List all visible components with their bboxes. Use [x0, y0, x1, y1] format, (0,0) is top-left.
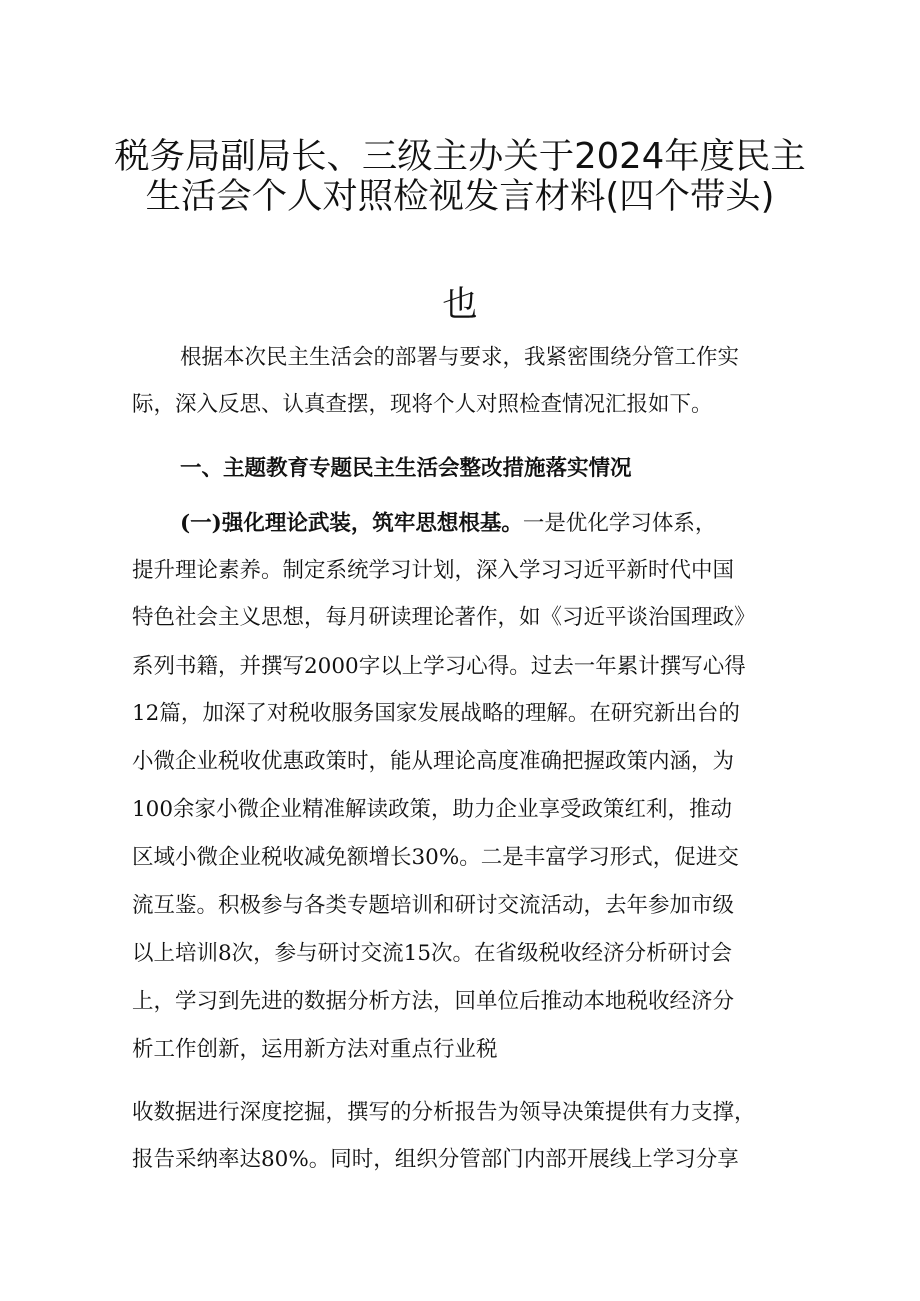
document-title-line-2: 生活会个人对照检视发言材料(四个带头): [145, 176, 775, 217]
body-line-11: 析工作创新，运用新方法对重点行业税: [132, 1037, 498, 1062]
body-line-2: 特色社会主义思想，每月研读理论著作，如《习近平谈治国理政》: [132, 605, 756, 630]
subsection-heading: (一)强化理论武装，筑牢思想根基。: [180, 511, 523, 536]
body-line-1: 提升理论素养。制定系统学习计划，深入学习习近平新时代中国: [132, 558, 735, 583]
document-title-line-1: 税务局副局长、三级主办关于2024年度民主: [114, 136, 806, 177]
body-line-10: 上，学习到先进的数据分析方法，回单位后推动本地税收经济分: [132, 989, 735, 1014]
intro-line-2: 际，深入反思、认真查摆，现将个人对照检查情况汇报如下。: [132, 392, 713, 417]
body-line-6: 100余家小微企业精准解读政策，助力企业享受政策红利，推动: [132, 797, 733, 822]
subsection-first-line-rest: 一是优化学习体系，: [522, 511, 717, 536]
intro-line-1: 根据本次民主生活会的部署与要求，我紧密围绕分管工作实: [180, 345, 740, 370]
body-line-5: 小微企业税收优惠政策时，能从理论高度准确把握政策内涵，为: [132, 749, 735, 774]
body-line-3: 系列书籍，并撰写2000字以上学习心得。过去一年累计撰写心得: [132, 654, 746, 679]
body-line-8: 流互鉴。积极参与各类专题培训和研讨交流活动，去年参加市级: [132, 893, 735, 918]
body-line-7: 区域小微企业税收减免额增长30%。二是丰富学习形式，促进交: [132, 845, 739, 870]
body-line-4: 12篇，加深了对税收服务国家发展战略的理解。在研究新出台的: [132, 701, 740, 726]
body-line-9: 以上培训8次，参与研讨交流15次。在省级税收经济分析研讨会: [132, 941, 733, 966]
document-title-line-3: 也: [442, 284, 478, 325]
continuation-line-1: 收数据进行深度挖掘，撰写的分析报告为领导决策提供有力支撑，: [132, 1100, 756, 1125]
subsection-first-line: [180, 509, 800, 539]
section-heading: 一、主题教育专题民主生活会整改措施落实情况: [180, 456, 632, 481]
continuation-line-2: 报告采纳率达80%。同时，组织分管部门内部开展线上学习分享: [132, 1147, 739, 1172]
